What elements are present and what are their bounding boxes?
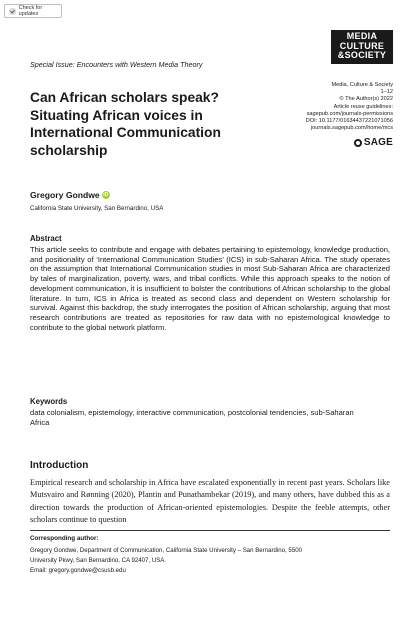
doi[interactable]: DOI: 10.1177/01634437221071056 (305, 118, 393, 125)
corresponding-author-details (30, 546, 370, 575)
author (30, 190, 110, 200)
corr-line: University Pkwy, San Bernardino, CA 92407, USA. (30, 556, 167, 564)
article-title: Can African scholars speak? Situating African voices in International Communication scholarship (30, 90, 221, 158)
journal-name: Media, Culture & Society (331, 82, 393, 88)
special-issue-label: Special Issue: Encounters with Western Media Theory (30, 60, 203, 69)
check-updates-icon (9, 8, 16, 15)
journal-logo (331, 30, 393, 64)
page-range: 1–12 (380, 89, 393, 96)
author-affiliation: California State University, San Bernardino, USA (30, 205, 164, 212)
corresponding-author-heading: Corresponding author: (30, 535, 99, 542)
orcid-icon[interactable]: iD (103, 192, 109, 198)
permissions-link[interactable]: sagepub.com/journals-permissions (306, 110, 393, 117)
corr-line: Gregory Gondwe, Department of Communication, California State University – San Bernardino, 5500 (30, 547, 302, 554)
copyright: © The Author(s) 2022 (339, 96, 393, 103)
keywords-heading: Keywords (30, 397, 68, 406)
introduction-heading: Introduction (30, 460, 89, 471)
check-for-updates-badge[interactable] (4, 4, 62, 18)
sage-ring-icon (354, 139, 362, 147)
logo-line: &SOCIETY (337, 50, 387, 60)
abstract-text: This article seeks to contribute and engage with debates pertaining to epistemology, knowledge production, and positionality of ‘International Communication Studies’ (ICS) in sub-Saharan Africa. The study operates on the assumption that International Communication studies in most Sub-Saharan Africa are characterized by tales of marginalization, poverty, wars, and tribal conflicts. While this approach speaks to the notion of development communication, it is insufficient to bolster the contributions of African scholarship to the global literature. In turn, ICS in Africa is treated as second class and dependent on Western scholarship for survival. Against this backdrop, the study interrogates the position of African scholarship, arguing that most research contributions are treated as repositories for raw data with no epistemological knowledge to contribute to the global network platform. (30, 245, 390, 332)
journal-home-link[interactable]: journals.sagepub.com/home/mcs (310, 125, 393, 132)
check-updates-label: Check for updates (18, 5, 43, 17)
introduction-text: Empirical research and scholarship in Africa have escalated exponentially in recent past years. Scholars like Mutsvairo and Rønning (2020), Plantin and Punathambekar (2019), and many others, have dubbed this as a direction towards the production of African-oriented epistemologies. Despite the feeble attempts, other scholars continue to question (30, 478, 390, 524)
reuse-guidelines: Article reuse guidelines: (333, 103, 393, 110)
publisher-logo (354, 137, 393, 148)
author-name: Gregory Gondwe (30, 190, 100, 200)
corr-email[interactable]: Email: gregory.gondwe@csusb.edu (30, 566, 126, 574)
logo-line: MEDIA (346, 31, 378, 41)
journal-info (263, 82, 393, 132)
keywords-text: data colonialism, epistemology, interactive communication, postcolonial tendencies, sub-Saharan Africa (30, 408, 354, 427)
logo-line: CULTURE (339, 40, 385, 51)
footnote-divider (30, 530, 390, 531)
publisher-name: SAGE (363, 137, 393, 148)
abstract-heading: Abstract (30, 234, 62, 243)
